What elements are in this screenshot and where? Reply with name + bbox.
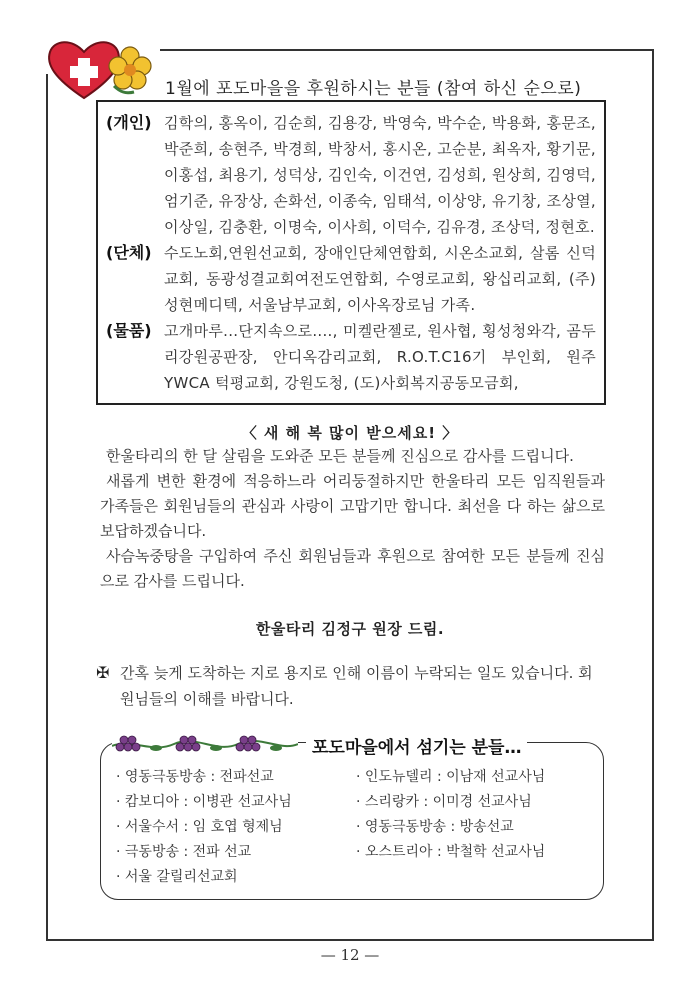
greeting-title: 〈 새 해 복 많이 받으세요! 〉 <box>241 424 459 442</box>
page-frame-bottom <box>46 939 654 941</box>
message-paragraph: 새롭게 변한 환경에 적응하느라 어리둥절하지만 한울타리 모든 임직원들과 가족들은 회원님들의 관심과 사랑이 고맙기만 합니다. 최선을 다 하는 삶으로 보답하겠습니다. <box>100 472 605 540</box>
donor-names: 수도노회,연원선교회, 장애인단체연합회, 시온소교회, 살롬 신덕교회, 동광성결교회여전도연합회, 수영로교회, 왕십리교회, (주)성현메디텍, 서울남부교회, 이사옥장로님 가족. <box>164 244 596 314</box>
message-paragraph: 한울타리의 한 달 살림을 도와준 모든 분들께 진심으로 감사를 드립니다. <box>106 447 574 465</box>
ministry-title: 포도마을에서 섬기는 분들… <box>306 733 527 758</box>
ministry-item: · 극동방송 : 전파 선교 <box>116 844 252 860</box>
donor-section-goods <box>106 318 596 396</box>
category-label: (단체) <box>106 243 152 262</box>
heart-flower-logo-icon <box>44 36 154 102</box>
maltese-cross-icon: ✠ <box>96 663 110 682</box>
donor-names: 고개마루...단지속으로...., 미켈란젤로, 원사협, 횡성청와각, 곰두리강원공판장, 안디옥감리교회, R.O.T.C16기 부인회, 원주YWCA 턱평교회, 강원도청, (도)사회복지공동모금회, <box>164 322 596 392</box>
ministry-item: · 오스트리아 : 박철학 선교사님 <box>356 844 546 860</box>
category-label: (개인) <box>106 113 152 132</box>
note-text: 간혹 늦게 도착하는 지로 용지로 인해 이름이 누락되는 일도 있습니다. 회원님들의 이해를 바랍니다. <box>120 664 593 708</box>
category-label: (물품) <box>106 321 152 340</box>
ministry-item: · 인도뉴델리 : 이남재 선교사님 <box>356 769 546 785</box>
ministry-item: · 서울 갈릴리선교회 <box>116 869 238 885</box>
donor-list-box <box>96 100 606 405</box>
thank-you-message <box>100 444 605 594</box>
page-frame-right <box>652 49 654 940</box>
page-title: 1월에 포도마을을 후원하시는 분들 (참여 하신 순으로) <box>165 79 582 99</box>
signature: 한울타리 김정구 원장 드림. <box>255 620 445 638</box>
omission-note <box>96 660 606 712</box>
message-paragraph: 사슴녹중탕을 구입하여 주신 회원님들과 후원으로 참여한 모든 분들께 진심으로 감사를 드립니다. <box>100 547 605 590</box>
donor-section-group <box>106 240 596 318</box>
donor-names: 김학의, 홍옥이, 김순희, 김용강, 박영숙, 박수순, 박용화, 홍문조, 박준희, 송현주, 박경희, 박창서, 홍시온, 고순분, 최옥자, 황기문, 이홍섭, 최용기, 성덕상, 김인숙, 이건연, 김성희, 원상희, 김영덕, 엄기준, 유장상, 손화선, 이종숙, 임태석, 이상양, 유기창, 조상열, 이상일, 김충환, 이명숙, 이사희, 이덕수, 김유경, 조상덕, 정현호. <box>164 114 596 236</box>
ministry-item: · 캄보디아 : 이병관 선교사님 <box>116 794 292 810</box>
ministry-item: · 서울수서 : 임 호엽 형제님 <box>116 819 283 835</box>
grape-vine-icon <box>112 728 298 758</box>
ministry-item: · 영동극동방송 : 방송선교 <box>356 819 514 835</box>
page-frame-left <box>46 74 48 940</box>
donor-section-individual <box>106 110 596 240</box>
ministry-list <box>116 766 596 888</box>
page-number: — 12 — <box>320 946 380 964</box>
ministry-item: · 스리랑카 : 이미경 선교사님 <box>356 794 532 810</box>
ministry-item: · 영동극동방송 : 전파선교 <box>116 769 274 785</box>
page-frame-top <box>160 49 654 51</box>
